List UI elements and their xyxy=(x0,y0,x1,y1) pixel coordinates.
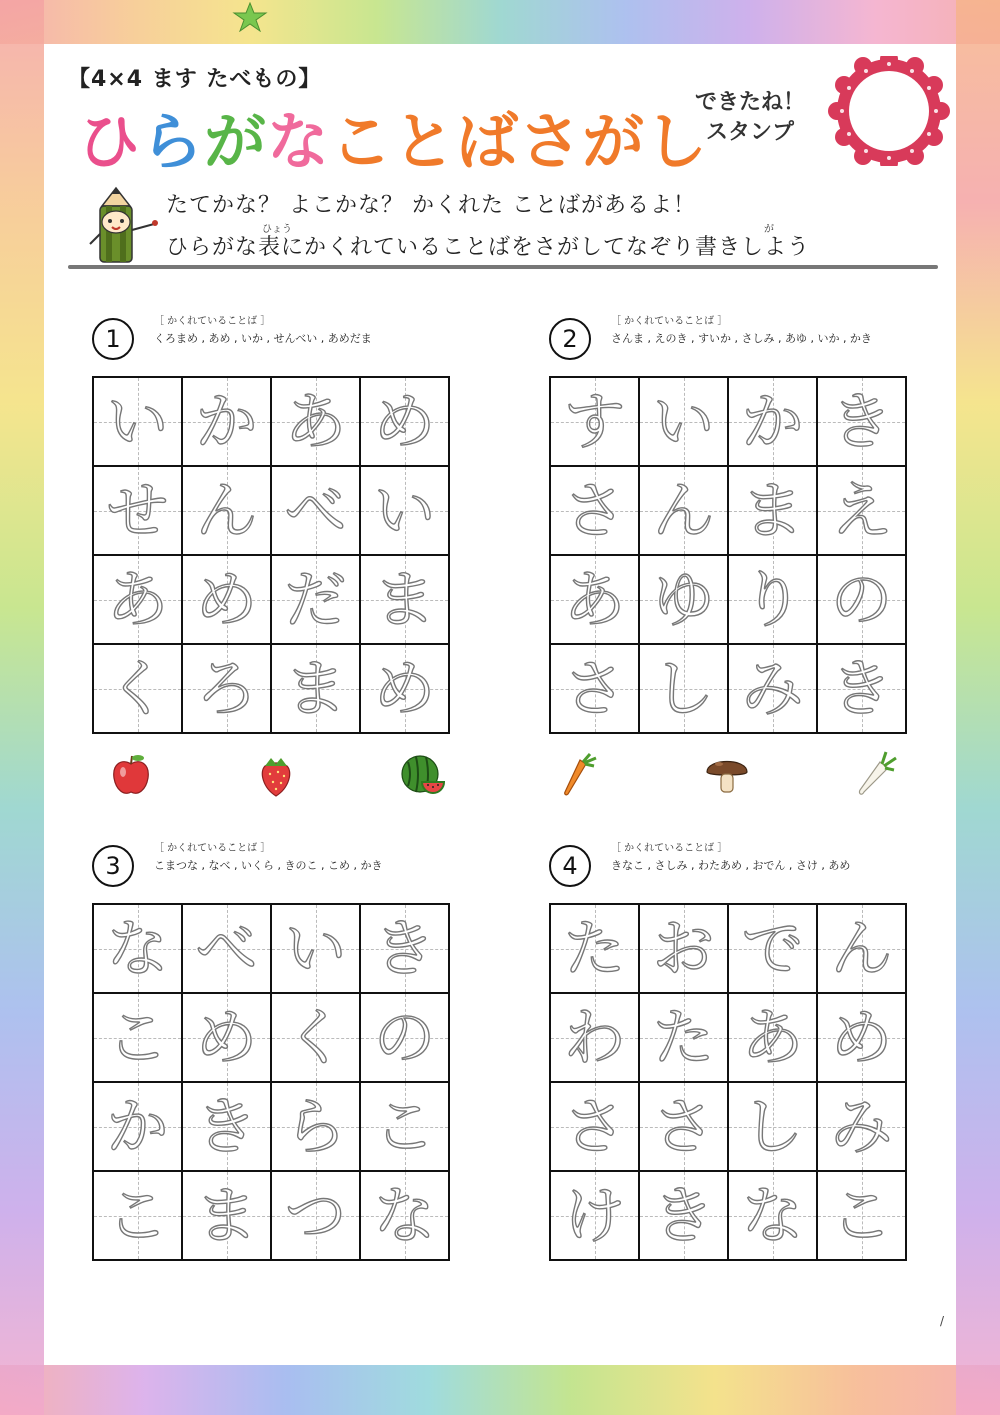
trace-letter: め xyxy=(195,1000,258,1074)
grid-cell[interactable] xyxy=(550,644,639,733)
grid-cell[interactable] xyxy=(817,466,906,555)
instruction-line-2: ひらがな表にかくれていることばをさがしてなぞり書きしよう xyxy=(166,235,811,260)
grid-cell[interactable] xyxy=(182,377,271,466)
worksheet-title xyxy=(78,92,708,181)
stamp-label xyxy=(690,88,810,148)
grid-cell[interactable] xyxy=(728,904,817,993)
grid-cell[interactable] xyxy=(360,1171,449,1260)
grid-cell[interactable] xyxy=(728,1171,817,1260)
trace-letter: べ xyxy=(195,911,258,985)
grid-cell[interactable] xyxy=(639,466,728,555)
trace-letter: ん xyxy=(195,473,258,547)
trace-letter: め xyxy=(830,1000,893,1074)
hint-words: きなこ , さしみ , わたあめ , おでん , さけ , あめ xyxy=(611,859,851,872)
trace-letter: み xyxy=(830,1089,893,1163)
worksheet-subtitle: 【4×4 ます たべもの】 xyxy=(68,67,322,92)
letter-grid xyxy=(549,376,907,734)
grid-cell[interactable] xyxy=(182,466,271,555)
title-char: ひ xyxy=(78,105,142,178)
title-rest: ことばさがし xyxy=(330,105,709,178)
trace-letter: さ xyxy=(563,651,626,725)
frame-left xyxy=(0,0,44,1415)
trace-letter: き xyxy=(830,651,893,725)
grid-cell[interactable] xyxy=(182,993,271,1082)
trace-letter: い xyxy=(106,384,169,458)
grid-cell[interactable] xyxy=(360,644,449,733)
hint-label: ［ かくれていることば ］ xyxy=(154,843,271,854)
grid-cell[interactable] xyxy=(93,1082,182,1171)
hint-label: ［ かくれていることば ］ xyxy=(611,843,728,854)
grid-cell[interactable] xyxy=(817,993,906,1082)
hint-label: ［ かくれていることば ］ xyxy=(154,316,271,327)
trace-letter: く xyxy=(284,1000,347,1074)
trace-letter: た xyxy=(563,911,626,985)
grid-cell[interactable] xyxy=(550,993,639,1082)
trace-letter: ん xyxy=(652,473,715,547)
grid-cell[interactable] xyxy=(360,1082,449,1171)
trace-letter: め xyxy=(195,562,258,636)
trace-letter: さ xyxy=(563,1089,626,1163)
grid-cell[interactable] xyxy=(817,1082,906,1171)
puzzle-number: 4 xyxy=(549,845,591,887)
daikon-icon xyxy=(852,750,898,796)
trace-letter: さ xyxy=(563,473,626,547)
trace-letter: き xyxy=(652,1178,715,1252)
grid-cell[interactable] xyxy=(639,1082,728,1171)
grid-cell[interactable] xyxy=(728,555,817,644)
trace-letter: だ xyxy=(284,562,347,636)
grid-cell[interactable] xyxy=(550,466,639,555)
grid-cell[interactable] xyxy=(639,644,728,733)
hint-words: こまつな , なべ , いくら , きのこ , こめ , かき xyxy=(154,859,383,872)
grid-cell[interactable] xyxy=(182,644,271,733)
grid-cell[interactable] xyxy=(93,1171,182,1260)
grid-cell[interactable] xyxy=(817,904,906,993)
grid-cell[interactable] xyxy=(271,466,360,555)
trace-letter: り xyxy=(741,562,804,636)
puzzle-number: 1 xyxy=(92,318,134,360)
trace-letter: こ xyxy=(106,1178,169,1252)
trace-letter: わ xyxy=(563,1000,626,1074)
trace-letter: え xyxy=(830,473,893,547)
grid-cell[interactable] xyxy=(271,904,360,993)
trace-letter: こ xyxy=(830,1178,893,1252)
trace-letter: さ xyxy=(652,1089,715,1163)
grid-cell[interactable] xyxy=(728,993,817,1082)
trace-letter: き xyxy=(195,1089,258,1163)
trace-letter: な xyxy=(106,911,169,985)
grid-cell[interactable] xyxy=(817,555,906,644)
trace-letter: し xyxy=(652,651,715,725)
trace-letter: い xyxy=(652,384,715,458)
trace-letter: ら xyxy=(284,1089,347,1163)
apple-icon xyxy=(108,752,154,798)
trace-letter: し xyxy=(741,1089,804,1163)
trace-letter: あ xyxy=(741,1000,804,1074)
divider-rule xyxy=(68,265,938,269)
puzzle-number: 3 xyxy=(92,845,134,887)
grid-cell[interactable] xyxy=(93,644,182,733)
trace-letter: ま xyxy=(284,651,347,725)
trace-letter: あ xyxy=(284,384,347,458)
grid-cell[interactable] xyxy=(728,377,817,466)
hint-words: くろまめ , あめ , いか , せんべい , あめだま xyxy=(154,332,372,345)
trace-letter: い xyxy=(373,473,436,547)
grid-cell[interactable] xyxy=(93,377,182,466)
instruction-line-1: たてかな？ よこかな？ かくれた ことばがあるよ！ xyxy=(166,193,696,218)
trace-letter: く xyxy=(106,651,169,725)
trace-letter: け xyxy=(563,1178,626,1252)
trace-letter: あ xyxy=(106,562,169,636)
hint-label: ［ かくれていることば ］ xyxy=(611,316,728,327)
title-char: な xyxy=(267,105,331,178)
grid-cell[interactable] xyxy=(550,1171,639,1260)
grid-cell[interactable] xyxy=(360,377,449,466)
grid-cell[interactable] xyxy=(271,993,360,1082)
trace-letter: か xyxy=(195,384,258,458)
grid-cell[interactable] xyxy=(182,904,271,993)
frame-right xyxy=(956,0,1000,1415)
trace-letter: な xyxy=(741,1178,804,1252)
grid-cell[interactable] xyxy=(271,644,360,733)
grid-cell[interactable] xyxy=(728,1082,817,1171)
grid-cell[interactable] xyxy=(360,993,449,1082)
stamp-label-line2: スタンプ xyxy=(705,120,794,145)
trace-letter: き xyxy=(830,384,893,458)
carrot-icon xyxy=(556,752,602,798)
grid-cell[interactable] xyxy=(550,904,639,993)
trace-letter: か xyxy=(741,384,804,458)
trace-letter: こ xyxy=(106,1000,169,1074)
trace-letter: め xyxy=(373,384,436,458)
trace-letter: ろ xyxy=(195,651,258,725)
trace-letter: き xyxy=(373,911,436,985)
puzzle-number: 2 xyxy=(549,318,591,360)
letter-grid xyxy=(92,376,450,734)
grid-cell[interactable] xyxy=(728,644,817,733)
trace-letter: こ xyxy=(373,1089,436,1163)
watermelon-icon xyxy=(400,752,446,798)
trace-letter: ゆ xyxy=(652,562,715,636)
trace-letter: い xyxy=(284,911,347,985)
grid-cell[interactable] xyxy=(360,555,449,644)
grid-cell[interactable] xyxy=(271,377,360,466)
grid-cell[interactable] xyxy=(93,904,182,993)
grid-cell[interactable] xyxy=(182,1171,271,1260)
grid-cell[interactable] xyxy=(360,466,449,555)
grid-cell[interactable] xyxy=(93,555,182,644)
ruby-hyou: ひょう xyxy=(262,224,292,235)
trace-letter: た xyxy=(652,1000,715,1074)
grid-cell[interactable] xyxy=(550,377,639,466)
trace-letter: べ xyxy=(284,473,347,547)
trace-letter: の xyxy=(830,562,893,636)
mushroom-icon xyxy=(704,750,750,796)
trace-letter: の xyxy=(373,1000,436,1074)
grid-cell[interactable] xyxy=(817,644,906,733)
trace-letter: な xyxy=(373,1178,436,1252)
grid-cell[interactable] xyxy=(639,993,728,1082)
trace-letter: か xyxy=(106,1089,169,1163)
frame-top xyxy=(0,0,1000,44)
grid-cell[interactable] xyxy=(817,1171,906,1260)
trace-letter: す xyxy=(563,384,626,458)
trace-letter: せ xyxy=(106,473,169,547)
trace-letter: ん xyxy=(830,911,893,985)
star-icon xyxy=(232,2,268,32)
trace-letter: あ xyxy=(563,562,626,636)
stamp-circle[interactable] xyxy=(826,56,952,166)
ruby-ga: が xyxy=(764,224,774,235)
letter-grid xyxy=(92,903,450,1261)
trace-letter: み xyxy=(741,651,804,725)
grid-cell[interactable] xyxy=(550,1082,639,1171)
grid-cell[interactable] xyxy=(182,555,271,644)
grid-cell[interactable] xyxy=(817,377,906,466)
grid-cell[interactable] xyxy=(271,1082,360,1171)
page-mark: / xyxy=(940,1314,945,1328)
grid-cell[interactable] xyxy=(639,1171,728,1260)
grid-cell[interactable] xyxy=(728,466,817,555)
grid-cell[interactable] xyxy=(550,555,639,644)
grid-cell[interactable] xyxy=(271,1171,360,1260)
grid-cell[interactable] xyxy=(639,904,728,993)
trace-letter: ま xyxy=(195,1178,258,1252)
trace-letter: め xyxy=(373,651,436,725)
grid-cell[interactable] xyxy=(639,377,728,466)
letter-grid xyxy=(549,903,907,1261)
trace-letter: ま xyxy=(373,562,436,636)
strawberry-icon xyxy=(253,752,299,798)
grid-cell[interactable] xyxy=(93,466,182,555)
grid-cell[interactable] xyxy=(639,555,728,644)
grid-cell[interactable] xyxy=(182,1082,271,1171)
hint-words: さんま , えのき , すいか , さしみ , あゆ , いか , かき xyxy=(611,332,872,345)
frame-bottom xyxy=(0,1365,1000,1415)
title-char: が xyxy=(204,105,268,178)
stamp-label-line1: できたね！ xyxy=(694,90,805,115)
pencil-mascot-icon xyxy=(82,186,162,268)
trace-letter: つ xyxy=(284,1178,347,1252)
trace-letter: お xyxy=(652,911,715,985)
trace-letter: ま xyxy=(741,473,804,547)
title-char: ら xyxy=(141,105,205,178)
grid-cell[interactable] xyxy=(271,555,360,644)
trace-letter: で xyxy=(741,911,804,985)
grid-cell[interactable] xyxy=(360,904,449,993)
grid-cell[interactable] xyxy=(93,993,182,1082)
